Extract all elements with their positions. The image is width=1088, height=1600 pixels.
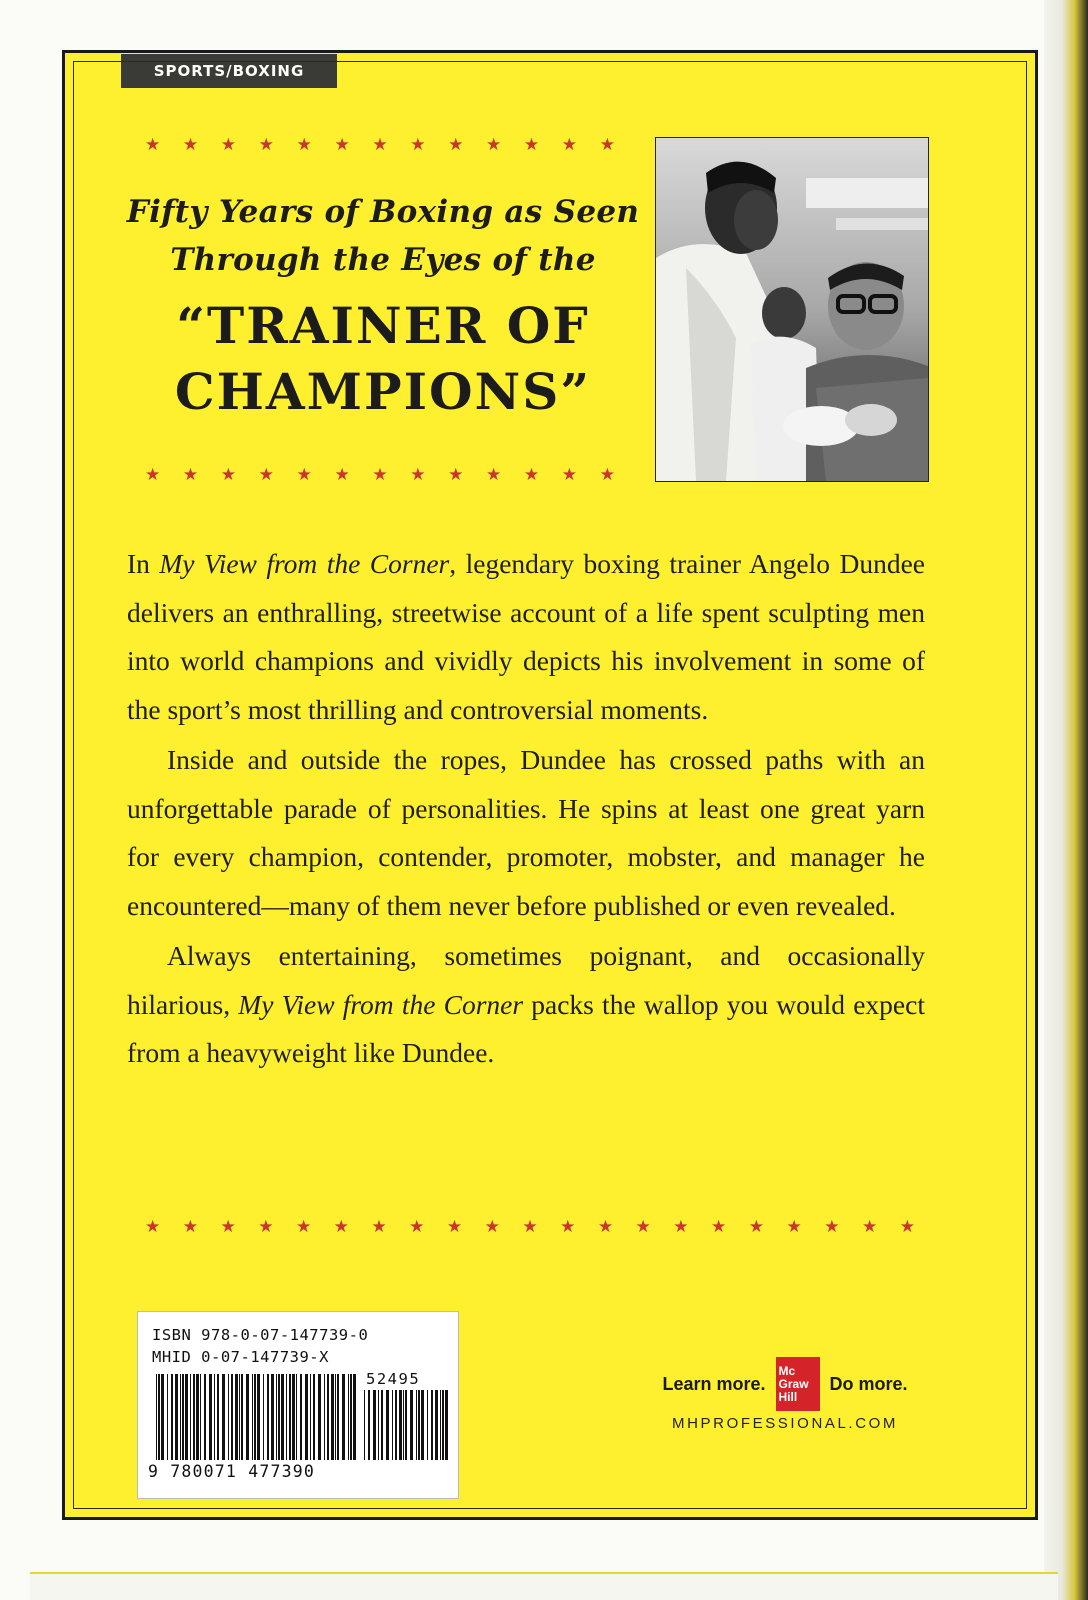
star-icon: ★ [220, 465, 237, 485]
barcode-bar [235, 1374, 238, 1460]
star-icon: ★ [523, 465, 540, 485]
barcode-bar [158, 1374, 160, 1460]
barcode-digits: 9 780071 477390 [148, 1462, 316, 1481]
slogan-right: Do more. [829, 1373, 908, 1394]
barcode-bar [289, 1374, 291, 1460]
barcode-bar [395, 1390, 397, 1460]
tagline-line-1: Fifty Years of Boxing as Seen [126, 194, 640, 230]
star-icon: ★ [333, 1217, 349, 1237]
barcode-bar [335, 1374, 336, 1460]
barcode-bar [300, 1374, 302, 1460]
barcode-bar [327, 1374, 329, 1460]
barcode-bar [353, 1374, 356, 1460]
barcode-bar [200, 1374, 201, 1460]
isbn-number: ISBN 978-0-07-147739-0 [152, 1326, 369, 1344]
star-divider-middle [145, 465, 615, 485]
barcode-bar [161, 1374, 164, 1460]
barcode-bar [296, 1374, 297, 1460]
headline-line-1: “TRAINER OF [176, 296, 590, 355]
star-icon: ★ [786, 1217, 802, 1237]
star-icon: ★ [145, 135, 161, 155]
star-icon: ★ [561, 135, 578, 155]
star-icon: ★ [182, 465, 199, 485]
barcode-bar [263, 1374, 264, 1460]
star-icon: ★ [220, 1217, 236, 1237]
price-code: 52495 [366, 1370, 421, 1388]
star-icon: ★ [560, 1217, 576, 1237]
barcode-bar [204, 1374, 206, 1460]
star-icon: ★ [145, 465, 161, 485]
barcode-bar [337, 1374, 339, 1460]
logo-text: Mc [778, 1363, 796, 1378]
mcgraw-hill-logo [776, 1357, 820, 1411]
barcode-bar [209, 1374, 212, 1460]
book-title-italic: My View from the Corner [159, 548, 450, 579]
slogan-left: Learn more. [662, 1373, 766, 1394]
barcode-bar [364, 1390, 365, 1460]
logo-text: Hill [778, 1389, 798, 1404]
star-icon: ★ [334, 465, 350, 485]
star-icon: ★ [861, 1217, 878, 1237]
star-icon: ★ [824, 1217, 840, 1237]
barcode-bar [442, 1390, 444, 1460]
barcode-bar [403, 1390, 404, 1460]
barcode-bar [156, 1374, 157, 1460]
barcode-bar [196, 1374, 199, 1460]
barcode-bar [435, 1390, 438, 1460]
barcode-bar [313, 1374, 315, 1460]
star-icon: ★ [372, 135, 388, 155]
barcode-bar [257, 1374, 260, 1460]
barcode-bar [418, 1390, 420, 1460]
barcode-bar [368, 1390, 370, 1460]
star-icon: ★ [711, 1217, 727, 1237]
star-divider-top [145, 135, 615, 155]
star-icon: ★ [296, 135, 312, 155]
star-icon: ★ [523, 135, 540, 155]
description-paragraph-3 [127, 932, 925, 1078]
barcode-bar [318, 1374, 321, 1460]
barcode-bar [386, 1390, 389, 1460]
barcode-bar [171, 1374, 173, 1460]
publisher-block [645, 1357, 925, 1432]
star-icon: ★ [561, 465, 578, 485]
star-icon: ★ [258, 465, 274, 485]
barcode-bar [228, 1374, 229, 1460]
barcode-bar [331, 1374, 334, 1460]
logo-text: Graw [778, 1376, 809, 1391]
barcode-bar [276, 1374, 277, 1460]
star-icon: ★ [748, 1217, 764, 1237]
barcode-main-bars [156, 1374, 356, 1464]
barcode-bar [421, 1390, 424, 1460]
barcode-bar [405, 1390, 407, 1460]
book-description [127, 540, 925, 1078]
star-icon: ★ [220, 135, 237, 155]
barcode-bar [381, 1390, 383, 1460]
cover-panel [62, 50, 1038, 1520]
barcode-bar [231, 1374, 233, 1460]
star-icon: ★ [484, 1217, 500, 1237]
description-paragraph-2: Inside and outside the ropes, Dundee has crossed paths with an unforgettable parade of personalities. He spins at least one great yarn for every champion, contender, promoter, mobster, and manager he encountered—many of them never before published or even revealed. [127, 744, 925, 921]
barcode-bar [431, 1390, 433, 1460]
barcode-bar [241, 1374, 243, 1460]
cover-photo [655, 137, 929, 482]
barcode-bar [222, 1374, 225, 1460]
star-icon: ★ [448, 135, 464, 155]
barcode-bar [427, 1390, 428, 1460]
barcode-bar [350, 1374, 352, 1460]
star-icon: ★ [334, 135, 350, 155]
book-title-italic: My View from the Corner [238, 988, 524, 1020]
barcode-bar [278, 1374, 280, 1460]
barcode-bar [286, 1374, 287, 1460]
barcode-bar [342, 1374, 345, 1460]
star-icon: ★ [410, 465, 426, 485]
publisher-slogan [645, 1357, 925, 1411]
description-text: packs the wallop you would expect from a heavyweight like Dundee. [127, 988, 925, 1068]
barcode-bar [254, 1374, 256, 1460]
star-icon: ★ [635, 1217, 651, 1237]
barcode-label [137, 1311, 459, 1499]
description-text: Always entertaining, sometimes poignant, and occasionally hilarious, [127, 940, 925, 1020]
barcode-bar [348, 1374, 349, 1460]
description-text: , legendary boxing trainer Angelo Dundee delivers an enthralling, streetwise account of a life spent sculpting men into world champions and vividly depicts his involvement in some of the sport’s most thrilling and controversial moments. [127, 548, 925, 725]
barcode-bar [193, 1374, 195, 1460]
star-icon: ★ [295, 1217, 312, 1237]
barcode-bar [214, 1374, 215, 1460]
headline [123, 293, 643, 425]
description-text: In [127, 548, 160, 579]
barcode-bar [305, 1374, 308, 1460]
barcode-bar [239, 1374, 240, 1460]
star-icon: ★ [296, 465, 312, 485]
book-spine-edge [1044, 0, 1088, 1600]
category-tag: SPORTS/BOXING [121, 54, 337, 88]
barcode-bar [373, 1390, 376, 1460]
barcode-bar [324, 1374, 325, 1460]
star-icon: ★ [673, 1217, 689, 1237]
star-icon: ★ [522, 1217, 538, 1237]
star-icon: ★ [599, 465, 615, 485]
barcode-bar [416, 1390, 417, 1460]
star-icon: ★ [597, 1217, 614, 1237]
barcode-bar [392, 1390, 393, 1460]
barcode-bar [175, 1374, 178, 1460]
star-icon: ★ [599, 135, 615, 155]
star-icon: ★ [410, 135, 426, 155]
star-icon: ★ [446, 1217, 463, 1237]
barcode-bar [310, 1374, 311, 1460]
barcode-bar [399, 1390, 402, 1460]
barcode-bar [378, 1390, 379, 1460]
barcode-bar [217, 1374, 219, 1460]
barcode-bar [440, 1390, 441, 1460]
barcode-bar [267, 1374, 269, 1460]
tagline-line-2: Through the Eyes of the [170, 242, 596, 278]
star-icon: ★ [258, 135, 274, 155]
barcode-bar [167, 1374, 168, 1460]
barcode-bar [292, 1374, 295, 1460]
star-icon: ★ [372, 465, 388, 485]
star-icon: ★ [182, 1217, 198, 1237]
barcode-bar [185, 1374, 188, 1460]
star-icon: ★ [409, 1217, 425, 1237]
description-paragraph-1 [127, 540, 925, 734]
barcode-bar [246, 1374, 249, 1460]
barcode-bar [190, 1374, 191, 1460]
headline-line-2: CHAMPIONS” [174, 362, 592, 421]
barcode-bar [252, 1374, 253, 1460]
star-icon: ★ [145, 1217, 161, 1237]
star-icon: ★ [448, 465, 464, 485]
barcode-bar [180, 1374, 181, 1460]
barcode-bar [271, 1374, 274, 1460]
barcode-bar [445, 1390, 448, 1460]
barcode-bar [410, 1390, 413, 1460]
star-icon: ★ [486, 135, 502, 155]
star-icon: ★ [182, 135, 199, 155]
star-icon: ★ [258, 1217, 274, 1237]
barcode-bar [182, 1374, 184, 1460]
boxer-and-trainer-photo [656, 138, 928, 481]
star-icon: ★ [486, 465, 502, 485]
star-icon: ★ [371, 1217, 387, 1237]
barcode-addon-bars [364, 1390, 448, 1464]
mhid-number: MHID 0-07-147739-X [152, 1348, 329, 1366]
star-icon: ★ [899, 1217, 915, 1237]
star-divider-bottom [145, 1217, 915, 1237]
publisher-website: MHPROFESSIONAL.COM [672, 1415, 898, 1432]
tagline [123, 188, 643, 284]
barcode-bar [281, 1374, 284, 1460]
jacket-bottom-edge [30, 1572, 1058, 1600]
